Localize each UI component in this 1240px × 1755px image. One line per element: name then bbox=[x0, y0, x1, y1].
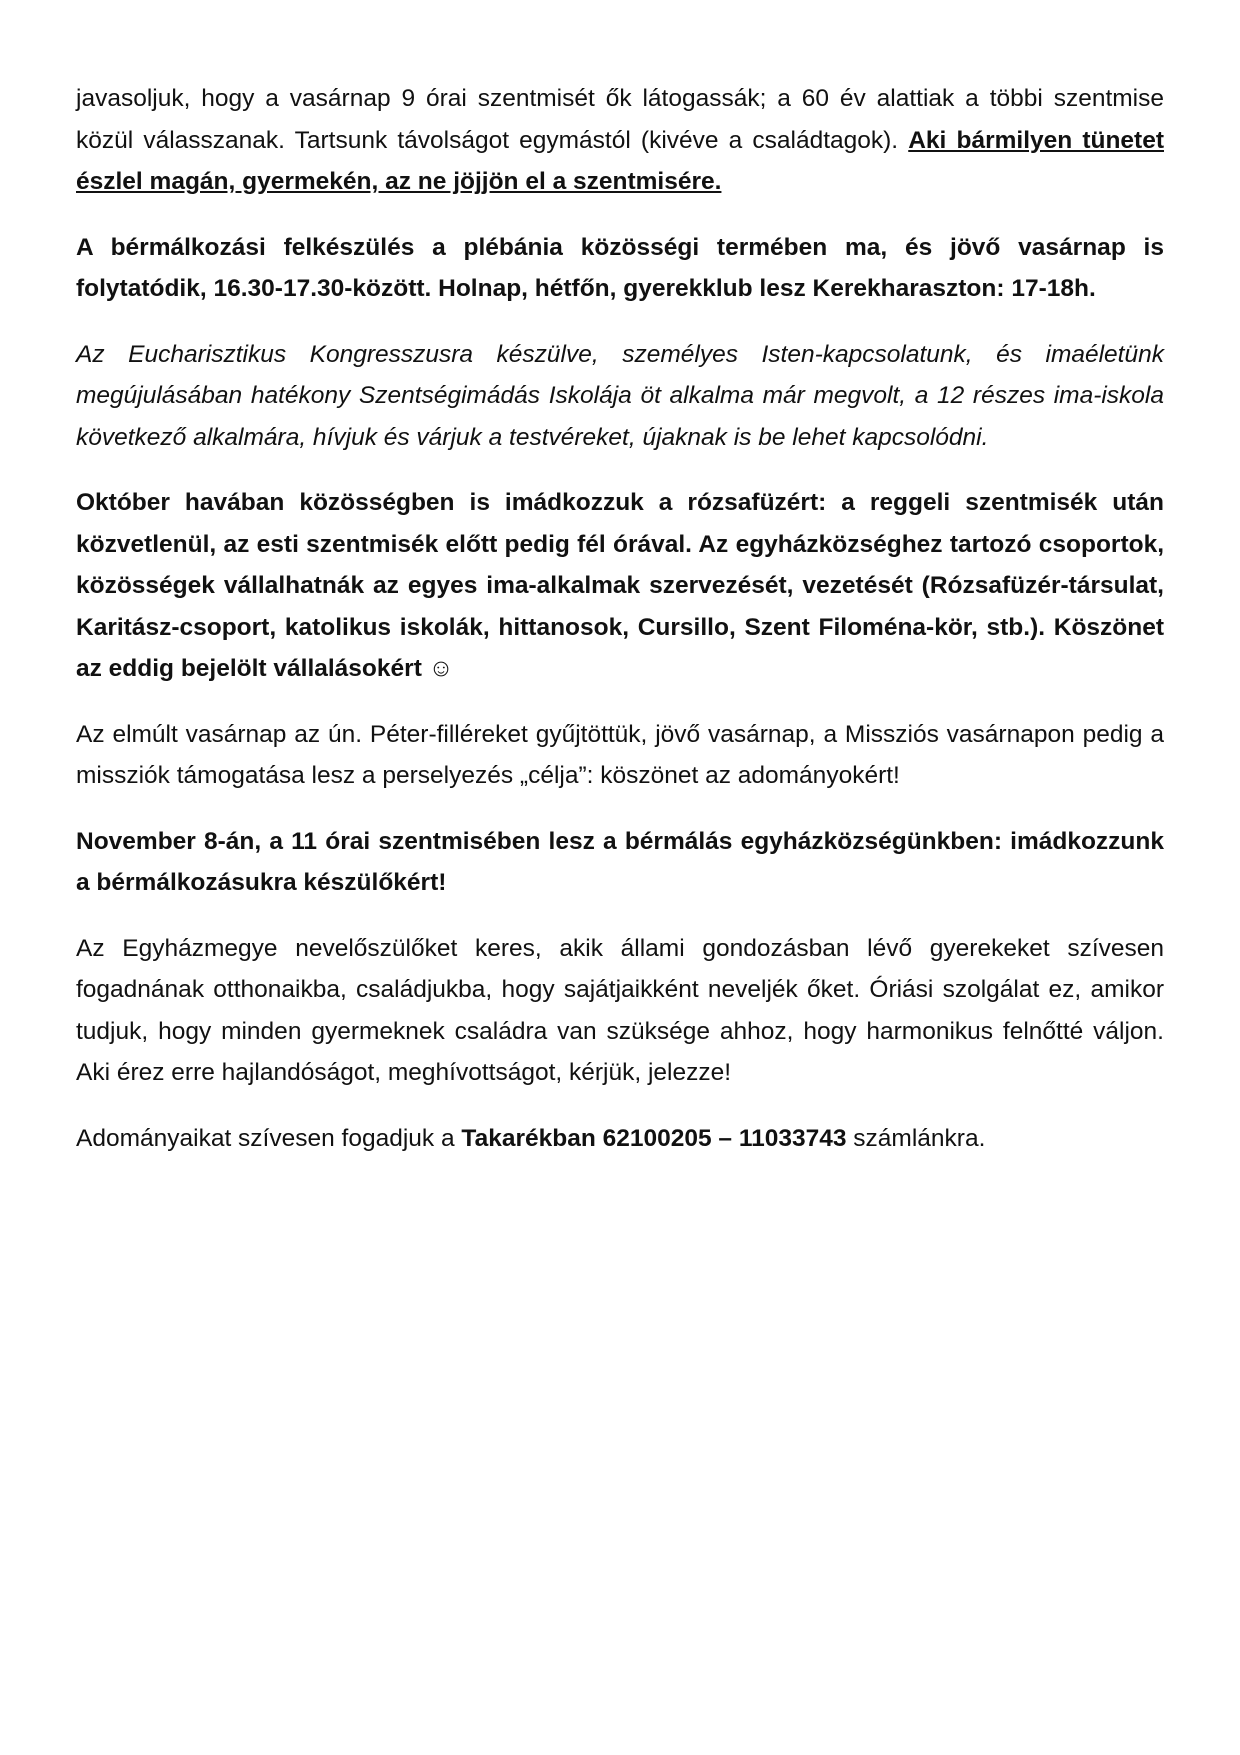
donations-text-after: számlánkra. bbox=[846, 1124, 986, 1152]
symptom-warning: Aki bármilyen tünetet észlel magán, gyermekén, az ne jöjjön el a szentmisére. bbox=[76, 126, 1164, 195]
document-page bbox=[76, 78, 1164, 1183]
paragraph-collections: Az elmúlt vasárnap az ún. Péter-filléreket gyűjtöttük, jövő vasárnap, a Missziós vasárnapon pedig a missziók támogatása lesz a perselyezés „célja”: köszönet az adományokért! bbox=[76, 720, 1164, 789]
paragraph-donations bbox=[76, 1118, 1164, 1160]
paragraph-rosary: Október havában közösségben is imádkozzuk a rózsafüzért: a reggeli szentmisék után közvetlenül, az esti szentmisék előtt pedig fél órával. Az egyházközséghez tartozó csoportok, közösségek vállalhatnák az egyes ima-alkalmak szervezését, vezetését (Rózsafüzér-társulat, Karitász-csoport, katolikus iskolák, hittanosok, Cursillo, Szent Filoména-kör, stb.). Köszönet az eddig bejelölt vállalásokért ☺ bbox=[76, 489, 1164, 682]
paragraph-adoration-school: Az Eucharisztikus Kongresszusra készülve, személyes Isten-kapcsolatunk, és imaéletünk megújulásában hatékony Szentségimádás Iskolája öt alkalma már megvolt, a 12 részes ima-iskola következő alkalmára, hívjuk és várjuk a testvéreket, újaknak is be lehet kapcsolódni. bbox=[76, 340, 1164, 451]
donations-text-before: Adományaikat szívesen fogadjuk a bbox=[76, 1124, 462, 1152]
paragraph-mass-attendance bbox=[76, 78, 1164, 203]
mass-attendance-text: javasoljuk, hogy a vasárnap 9 órai szentmisét ők látogassák; a 60 év alattiak a többi szentmise közül válasszanak. Tartsunk távolságot egymástól (kivéve a családtagok). bbox=[76, 85, 1164, 154]
paragraph-confirmation-date: November 8-án, a 11 órai szentmisében lesz a bérmálás egyházközségünkben: imádkozzunk a bérmálkozásukra készülőkért! bbox=[76, 827, 1164, 896]
paragraph-confirmation-prep: A bérmálkozási felkészülés a plébánia közösségi termében ma, és jövő vasárnap is folytatódik, 16.30-17.30-között. Holnap, hétfőn, gyerekklub lesz Kerekharaszton: 17-18h. bbox=[76, 233, 1164, 302]
paragraph-foster-parents: Az Egyházmegye nevelőszülőket keres, akik állami gondozásban lévő gyerekeket szívesen fogadnának otthonaikba, családjukba, hogy sajátjaikként neveljék őket. Óriási szolgálat ez, amikor tudjuk, hogy minden gyermeknek családra van szüksége ahhoz, hogy harmonikus felnőtté váljon. Aki érez erre hajlandóságot, meghívottságot, kérjük, jelezze! bbox=[76, 934, 1164, 1086]
bank-account: Takarékban 62100205 – 11033743 bbox=[461, 1124, 847, 1152]
